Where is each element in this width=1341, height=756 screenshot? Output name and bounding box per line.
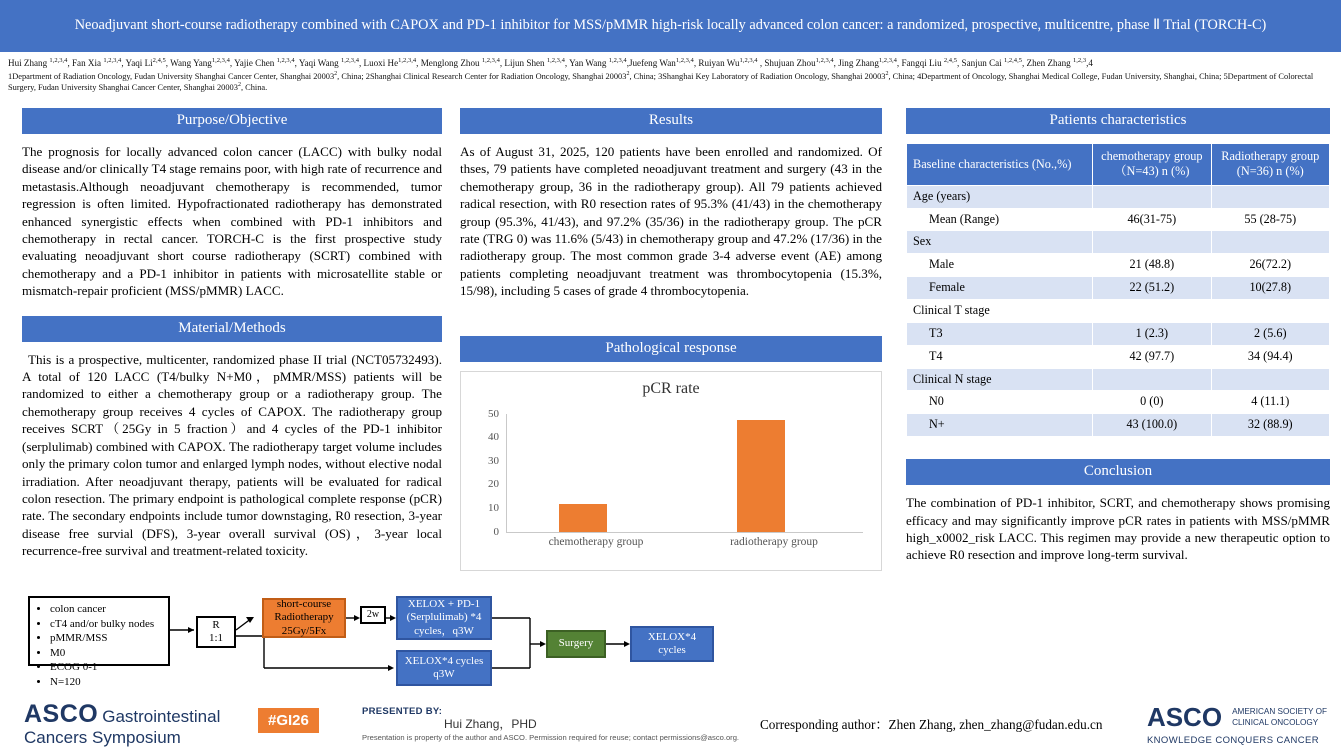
chart-axis-line-x [506, 532, 863, 533]
table-cell-label: T4 [907, 345, 1093, 368]
table-row [907, 345, 1330, 368]
presented-by-label: PRESENTED BY: [362, 706, 443, 717]
table-cell-label: Sex [907, 231, 1093, 254]
flow-randomization-box [196, 616, 236, 648]
table-cell-label: Female [907, 277, 1093, 300]
chart-title: pCR rate [642, 379, 700, 397]
flow-xelox-pd1-box: XELOX + PD-1 (Serplulimab) *4 cycles，q3W [396, 596, 492, 640]
table-cell-label: Age (years) [907, 185, 1093, 208]
table-cell-chemotherapy: 21 (48.8) [1093, 254, 1211, 277]
chart-y-axis [461, 408, 503, 538]
y-tick-50: 50 [488, 407, 499, 420]
asco-right-subtitle-line2: CLINICAL ONCOLOGY [1232, 717, 1319, 727]
table-cell-radiotherapy: 32 (88.9) [1211, 414, 1329, 437]
section-text-purpose: The prognosis for locally advanced colon cancer (LACC) with bulky nodal disease and/or clinically T4 stage remains poor, with high rate of recurrence and metastasis.Although neoadjuvant chemotherapy is recommended, tumor regression is often limited. Hypofractionated radiotherapy has demonstrated enhanced synergistic effects when combined with PD-1 inhibitors and chemotherapy in rectal cancer. TORCH-C is the first prospective study evaluating neoadjuvant short course radiotherapy (SCRT) combined with chemotherapy and a PD-1 inhibitor in patients with microsatellite stable or mismatch-repair proficient (MSS/pMMR) LACC. [22, 144, 442, 299]
table-row [907, 185, 1330, 208]
asco-right-subtitle [1232, 707, 1327, 728]
table-cell-label: N+ [907, 414, 1093, 437]
asco-wordmark: ASCO [24, 700, 99, 728]
table-cell-radiotherapy [1211, 185, 1329, 208]
asco-right-wordmark: ASCO [1146, 702, 1223, 732]
table-cell-label: Male [907, 254, 1093, 277]
presented-by-block [362, 706, 739, 742]
table-cell-chemotherapy [1093, 300, 1211, 323]
table-row [907, 368, 1330, 391]
eligibility-item: • cT4 and/or bulky nodes [50, 617, 162, 632]
table-row [907, 414, 1330, 437]
section-header-methods: Material/Methods [22, 316, 442, 342]
table-cell-radiotherapy: 4 (11.1) [1211, 391, 1329, 414]
author-list: Hui Zhang $^{1,2,3,4}$, Fan Xia $^{1,2,3,4}$, Yaqi Li$^{2,4,5}$, Wang Yang$^{1,2,3,4}$, Yajie Chen $^{1,2,3,4}$, Yaqi Wang $^{1,2,3,4}$, Luoxi He$^{1,2,3,4}$, Menglong Zhou $^{1,2,3,4}$, Lijun Shen $^{1,2,3,4}$, Yan Wang $^{1,2,3,4}$,Juefeng Wan$^{1,2,3,4}$, Ruiyan Wu$^{1,2,3,4}$ , Shujuan Zhou$^{1,2,3,4}$, Jing Zhang$^{1,2,3,4}$, Fangqi Liu $^{2,4,5}$, Sanjun Cai $^{1,2,4,5}$, Zhen Zhang $^{1,2,3}$,4 [8, 56, 1093, 68]
table-cell-radiotherapy: 26(72.2) [1211, 254, 1329, 277]
table-cell-radiotherapy: 55 (28-75) [1211, 208, 1329, 231]
chart-plot-area [507, 414, 863, 532]
table-cell-radiotherapy: 34 (94.4) [1211, 345, 1329, 368]
table-cell-chemotherapy [1093, 368, 1211, 391]
table-cell-label: Clinical T stage [907, 300, 1093, 323]
table-row [907, 254, 1330, 277]
column-right [906, 108, 1330, 564]
poster-title-banner [0, 0, 1341, 52]
table-cell-radiotherapy [1211, 300, 1329, 323]
patients-characteristics-table [906, 143, 1330, 437]
table-cell-chemotherapy [1093, 185, 1211, 208]
eligibility-item: • M0 [50, 646, 162, 661]
table-cell-chemotherapy: 1 (2.3) [1093, 322, 1211, 345]
y-tick-20: 20 [488, 478, 499, 491]
col-header-radiotherapy: Radiotherapy group (N=36) n (%) [1211, 144, 1329, 186]
table-cell-label: T3 [907, 322, 1093, 345]
y-tick-10: 10 [488, 502, 499, 515]
corresponding-author: Corresponding author：Zhen Zhang, zhen_zhang@fudan.edu.cn [760, 717, 1103, 732]
col-header-baseline: Baseline characteristics (No.,%) [907, 144, 1093, 186]
table-cell-chemotherapy: 43 (100.0) [1093, 414, 1211, 437]
section-header-pathological-response: Pathological response [460, 336, 882, 362]
flow-xelox-chemo-box: XELOX*4 cycles q3W [396, 650, 492, 686]
hashtag-badge: #GI26 [258, 708, 319, 733]
table-cell-label: Clinical N stage [907, 368, 1093, 391]
asco-right-subtitle-line1: AMERICAN SOCIETY OF [1232, 707, 1327, 717]
eligibility-item: • N=120 [50, 675, 162, 690]
table-cell-radiotherapy: 10(27.8) [1211, 277, 1329, 300]
table-cell-label: Mean (Range) [907, 208, 1093, 231]
section-text-methods: This is a prospective, multicenter, randomized phase II trial (NCT05732493). A total of 120 LACC (T4/bulky N+M0，pMMR/MSS) patients will be randomized to either a chemotherapy group or a radiotherapy group. The chemotherapy group receives 4 cycles of CAPOX. The radiotherapy group receives SCRT（25Gy in 5 fraction）and 4 cycles of the PD-1 inhibitor (serplulimab) combined with CAPOX. The radiotherapy target volume includes only the primary colon tumor and enlarged lymph nodes, without elective nodal irradiation. After neoadjuvant therapy, patients will be evaluated for radical colon resection. The primary endpoint is pathological complete response (pCR) rate. The secondary endpoints include tumor downstaging, R0 resection, 3-year disease free survial (DFS), 3-year overall survival (OS)，3-year local recurrence-free survival and treatment-related toxicity. [22, 351, 442, 559]
chart-x-axis [507, 536, 863, 548]
table-header-row [907, 144, 1330, 186]
column-middle [460, 108, 882, 571]
flow-interval-box: 2w [360, 606, 386, 624]
table-cell-chemotherapy: 22 (51.2) [1093, 277, 1211, 300]
table-cell-chemotherapy: 42 (97.7) [1093, 345, 1211, 368]
table-cell-radiotherapy [1211, 368, 1329, 391]
table-row [907, 391, 1330, 414]
table-cell-chemotherapy: 46(31-75) [1093, 208, 1211, 231]
table-row [907, 208, 1330, 231]
randomization-ratio: 1:1 [208, 632, 224, 644]
col-header-chemotherapy: chemotherapy group （N=43) n (%) [1093, 144, 1211, 186]
flow-adjuvant-box: XELOX*4 cycles [630, 626, 714, 662]
page-title: Neoadjuvant short-course radiotherapy combined with CAPOX and PD-1 inhibitor for MSS/pMMR high-risk locally advanced colon cancer: a randomized, prospective, multicentre, phase Ⅱ Trial (TORCH-C) [74, 17, 1267, 34]
asco-symposium-line1: Gastrointestinal [102, 707, 221, 726]
eligibility-item: • ECOG 0-1 [50, 660, 162, 675]
section-header-purpose: Purpose/Objective [22, 108, 442, 134]
eligibility-item: • pMMR/MSS [50, 631, 162, 646]
table-cell-label: N0 [907, 391, 1093, 414]
y-tick-40: 40 [488, 431, 499, 444]
y-tick-0: 0 [493, 525, 499, 538]
column-left [22, 108, 442, 560]
flow-surgery-box: Surgery [546, 630, 606, 658]
x-tick-radiotherapy-group: radiotherapy group [730, 535, 818, 548]
eligibility-item: • colon cancer [50, 602, 162, 617]
table-row [907, 300, 1330, 323]
section-header-results: Results [460, 108, 882, 134]
table-row [907, 322, 1330, 345]
randomization-label: R [212, 618, 220, 631]
table-cell-chemotherapy [1093, 231, 1211, 254]
pcr-rate-chart [460, 371, 882, 571]
x-tick-chemotherapy-group: chemotherapy group [548, 535, 644, 548]
table-row [907, 231, 1330, 254]
affiliation-list: 1Department of Radiation Oncology, Fudan University Shanghai Cancer Center, Shanghai 20003$^2$, China; 2Shanghai Clinical Research Center for Radiation Oncology, Shanghai 20003$^2$, China; 3Shanghai Key Laboratory of Radiation Oncology, Shanghai 20003$^2$, China; 4Department of Oncology, Shanghai Medical College, Fudan University, Shanghai, China; 5Department of Colorectal Surgery, Fudan University Shanghai Cancer Center, Shanghai 20003$^2$, China. [8, 71, 1314, 92]
section-header-conclusion: Conclusion [906, 459, 1330, 485]
table-row [907, 277, 1330, 300]
table-cell-chemotherapy: 0 (0) [1093, 391, 1211, 414]
asco-tagline: KNOWLEDGE CONQUERS CANCER [1146, 735, 1319, 746]
poster-footer [0, 694, 1341, 756]
table-body [907, 185, 1330, 436]
bar-chemotherapy-group [559, 504, 607, 531]
table-cell-radiotherapy: 2 (5.6) [1211, 322, 1329, 345]
bar-radiotherapy-group [737, 420, 785, 531]
flow-eligibility-box [28, 596, 170, 688]
presenter-name: Hui Zhang，PHD [444, 717, 537, 731]
flow-scrt-box: short-course Radiotherapy 25Gy/5Fx [262, 598, 346, 638]
section-header-patients-characteristics: Patients characteristics [906, 108, 1330, 134]
asco-logo-right [1147, 702, 1327, 746]
asco-symposium-line2: Cancers Symposium [24, 728, 181, 747]
section-text-conclusion: The combination of PD-1 inhibitor, SCRT, and chemotherapy shows promising efficacy and may significantly improve pCR rates in patients with MSS/pMMR high_x0002_risk LACC. This regimen may provide a new therapeutic option to achieve R0 resection and improve long-term survival. [906, 495, 1330, 563]
y-tick-30: 30 [488, 454, 499, 467]
permission-disclaimer: Presentation is property of the author and ASCO. Permission required for reuse; contact permissions@asco.org. [362, 733, 740, 742]
table-cell-radiotherapy [1211, 231, 1329, 254]
study-flow-diagram [14, 588, 914, 688]
section-text-results: As of August 31, 2025, 120 patients have been enrolled and randomized. Of thses, 79 patients have completed neoadjuvant treatment and surgery (43 in the chemotherapy group, 36 in the radiotherapy group). All 79 patients achieved radical resection, with R0 resection rates of 95.3% (41/43) in the chemotherapy group (95.3%, 41/43), and 97.2% (35/36) in the radiotherapy group. The pCR rate (TRG 0) was 11.6% (5/43) in chemotherapy group and 47.2% (17/36) in the radiotherapy group. The most common grade 3-4 adverse event (AE) among patients completing neoadjuvant treatment was thrombocytopenia (15.3%, 15/98), including 5 cases of grade 4 thrombocytopenia. [460, 144, 882, 299]
asco-gi-logo [24, 700, 220, 747]
